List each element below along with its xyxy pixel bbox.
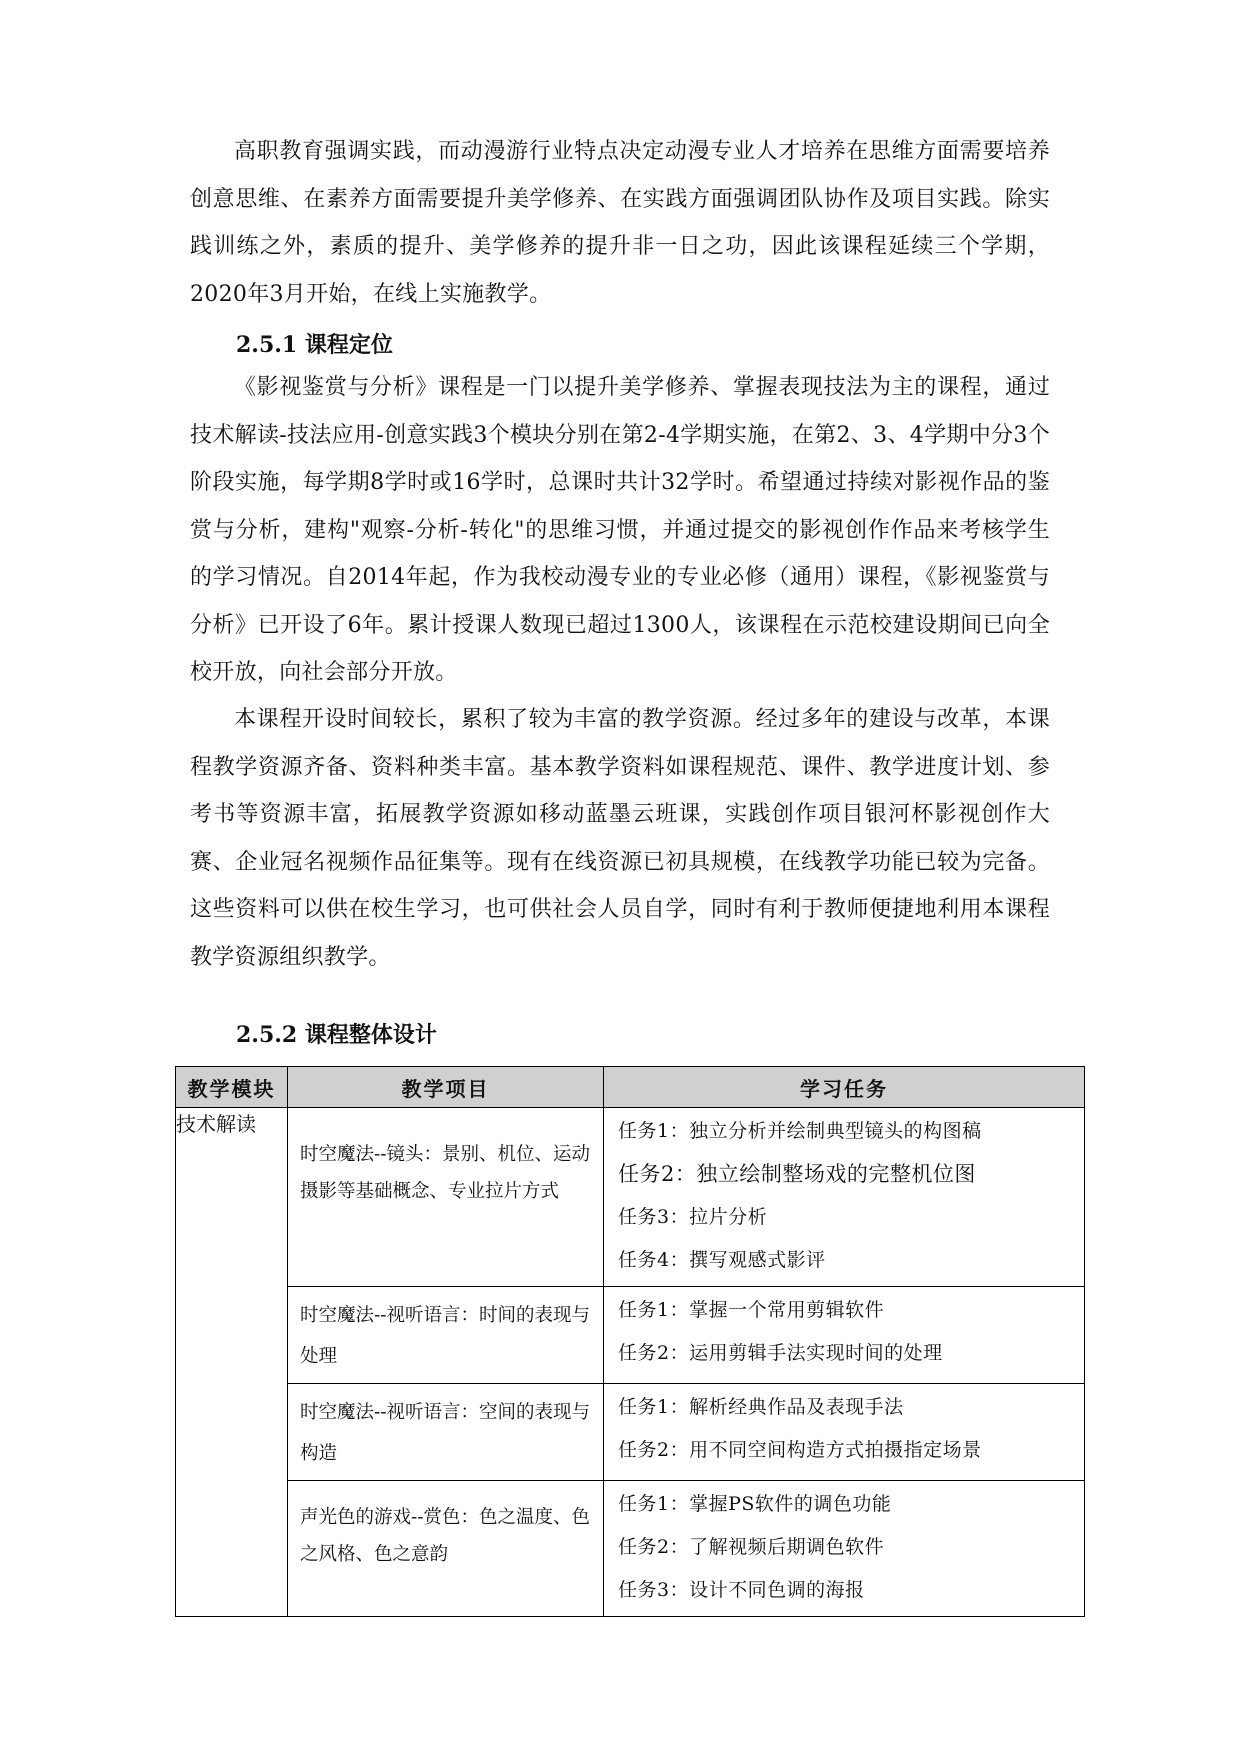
- task-item: 任务3：设计不同色调的海报: [618, 1579, 865, 1601]
- task-item: 任务1：解析经典作品及表现手法: [618, 1396, 904, 1418]
- project-cell: [288, 1481, 604, 1617]
- project-cell: [288, 1108, 604, 1287]
- table-row: [176, 1481, 1085, 1617]
- task-list: [604, 1108, 1084, 1286]
- task-list: [604, 1481, 1084, 1616]
- module-cell: 技术解读: [176, 1108, 288, 1617]
- table-header-row: [176, 1067, 1085, 1108]
- table-row: [176, 1108, 1085, 1287]
- header-project: 教学项目: [288, 1067, 604, 1108]
- task-item: 任务2：运用剪辑手法实现时间的处理: [618, 1342, 943, 1364]
- task-item: 任务2：独立绘制整场戏的完整机位图: [618, 1162, 976, 1186]
- task-item: 任务1：掌握PS软件的调色功能: [618, 1493, 892, 1515]
- task-item: 任务1：独立分析并绘制典型镜头的构图稿: [618, 1120, 982, 1142]
- project-text: 时空魔法--视听语言：时间的表现与处理: [300, 1305, 591, 1367]
- resources-paragraph: 本课程开设时间较长，累积了较为丰富的教学资源。经过多年的建设与改革，本课程教学资源齐备、资料种类丰富。基本教学资料如课程规范、课件、教学进度计划、参考书等资源丰富，拓展教学资源如移动蓝墨云班课，实践创作项目银河杯影视创作大赛、企业冠名视频作品征集等。现有在线资源已初具规模，在线教学功能已较为完备。这些资料可以供在校生学习，也可供社会人员自学，同时有利于教师便捷地利用本课程教学资源组织教学。: [190, 707, 1050, 970]
- project-text: 声光色的游戏--赏色：色之温度、色之风格、色之意韵: [300, 1507, 591, 1565]
- task-list: [604, 1287, 1084, 1379]
- task-item: 任务1：掌握一个常用剪辑软件: [618, 1299, 885, 1321]
- project-cell: [288, 1384, 604, 1481]
- task-list: [604, 1384, 1084, 1476]
- tasks-cell: [604, 1481, 1085, 1617]
- tasks-cell: [604, 1384, 1085, 1481]
- table-row: [176, 1287, 1085, 1384]
- header-module: 教学模块: [176, 1067, 288, 1108]
- course-design-table: [175, 1066, 1085, 1617]
- section-heading-course-positioning: 2.5.1 课程定位: [236, 332, 393, 358]
- task-item: 任务2：了解视频后期调色软件: [618, 1536, 885, 1558]
- header-tasks: 学习任务: [604, 1067, 1085, 1108]
- table-row: [176, 1384, 1085, 1481]
- project-cell: [288, 1287, 604, 1384]
- tasks-cell: [604, 1287, 1085, 1384]
- tasks-cell: [604, 1108, 1085, 1287]
- task-item: 任务4：撰写观感式影评: [618, 1249, 826, 1271]
- project-text: 时空魔法--镜头：景别、机位、运动摄影等基础概念、专业拉片方式: [300, 1144, 591, 1202]
- intro-paragraph: 高职教育强调实践，而动漫游行业特点决定动漫专业人才培养在思维方面需要培养创意思维、在素养方面需要提升美学修养、在实践方面强调团队协作及项目实践。除实践训练之外，素质的提升、美学修养的提升非一日之功，因此该课程延续三个学期，2020年3月开始，在线上实施教学。: [190, 139, 1050, 307]
- task-item: 任务3：拉片分析: [618, 1206, 768, 1228]
- project-text: 时空魔法--视听语言：空间的表现与构造: [300, 1402, 591, 1464]
- section-heading-overall-design: 2.5.2 课程整体设计: [236, 1022, 437, 1048]
- task-item: 任务2：用不同空间构造方式拍摄指定场景: [618, 1439, 982, 1461]
- positioning-paragraph: 《影视鉴赏与分析》课程是一门以提升美学修养、掌握表现技法为主的课程，通过技术解读-技法应用-创意实践3个模块分别在第2-4学期实施，在第2、3、4学期中分3个阶段实施，每学期8学时或16学时，总课时共计32学时。希望通过持续对影视作品的鉴赏与分析，建构"观察-分析-转化"的思维习惯，并通过提交的影视创作作品来考核学生的学习情况。自2014年起，作为我校动漫专业的专业必修（通用）课程，《影视鉴赏与分析》已开设了6年。累计授课人数现已超过1300人，该课程在示范校建设期间已向全校开放，向社会部分开放。: [190, 375, 1050, 685]
